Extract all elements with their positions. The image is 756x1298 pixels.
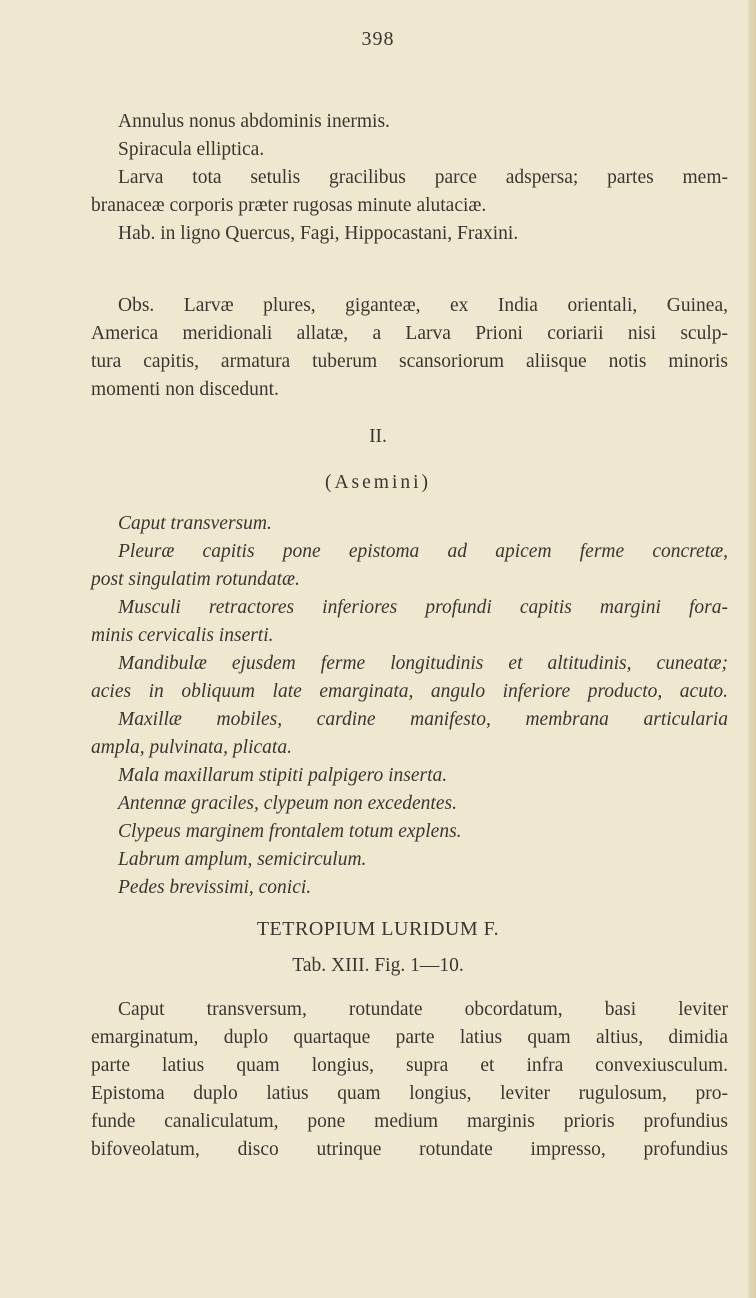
- text-line: Caput transversum, rotundate obcordatum, basi leviter: [118, 999, 728, 1020]
- text-line: Mandibulæ ejusdem ferme longitudinis et altitudinis, cuneatæ;: [118, 653, 728, 674]
- text-line: Caput transversum.: [118, 513, 272, 534]
- text-line: parte latius quam longius, supra et infra convexiusculum.: [91, 1055, 728, 1076]
- obs-block: [91, 292, 728, 404]
- intro-block: [91, 108, 728, 248]
- section-group: (Asemini): [324, 472, 432, 493]
- text-line: Obs. Larvæ plures, giganteæ, ex India orientali, Guinea,: [118, 295, 728, 316]
- text-line: Hab. in ligno Quercus, Fagi, Hippocastani, Fraxini.: [118, 223, 519, 244]
- text-line: post singulatim rotundatæ.: [91, 569, 300, 590]
- text-line: funde canaliculatum, pone medium marginis prioris profundius: [91, 1111, 728, 1132]
- page-number: 398: [361, 28, 395, 50]
- text-line: tura capitis, armatura tuberum scansoriorum aliisque notis minoris: [91, 351, 728, 372]
- text-line: Maxillæ mobiles, cardine manifesto, membrana articularia: [118, 709, 728, 730]
- text-line: America meridionali allatæ, a Larva Prioni coriarii nisi sculp-: [91, 323, 728, 344]
- text-line: Pleuræ capitis pone epistoma ad apicem ferme concretæ,: [118, 541, 728, 562]
- text-line: ampla, pulvinata, plicata.: [91, 737, 292, 758]
- text-line: Pedes brevissimi, conici.: [118, 877, 312, 898]
- species-title: TETROPIUM LURIDUM F.: [256, 918, 500, 940]
- text-line: bifoveolatum, disco utrinque rotundate impresso, profundius: [91, 1139, 728, 1160]
- text-line: Larva tota setulis gracilibus parce adspersa; partes mem-: [118, 167, 728, 188]
- text-line: Mala maxillarum stipiti palpigero inserta.: [118, 765, 448, 786]
- text-line: acies in obliquum late emarginata, angulo inferiore producto, acuto.: [91, 681, 728, 702]
- page-edge: [748, 0, 756, 1298]
- section-ii-characters: [91, 510, 728, 902]
- text-line: minis cervicalis inserti.: [91, 625, 274, 646]
- text-line: Spiracula elliptica.: [118, 139, 265, 160]
- text-line: Musculi retractores inferiores profundi capitis margini fora-: [118, 597, 728, 618]
- plate-reference: Tab. XIII. Fig. 1—10.: [292, 955, 464, 976]
- text-line: Annulus nonus abdominis inermis.: [118, 111, 390, 132]
- text-line: momenti non discedunt.: [91, 379, 279, 400]
- text-line: Labrum amplum, semicirculum.: [118, 849, 367, 870]
- text-line: branaceæ corporis præter rugosas minute alutaciæ.: [91, 195, 487, 216]
- species-description: [91, 996, 728, 1164]
- text-line: Antennæ graciles, clypeum non excedentes.: [118, 793, 457, 814]
- section-numeral: II.: [369, 426, 387, 447]
- text-line: Clypeus marginem frontalem totum explens.: [118, 821, 462, 842]
- text-line: emarginatum, duplo quartaque parte latius quam altius, dimidia: [91, 1027, 728, 1048]
- text-line: Epistoma duplo latius quam longius, leviter rugulosum, pro-: [91, 1083, 728, 1104]
